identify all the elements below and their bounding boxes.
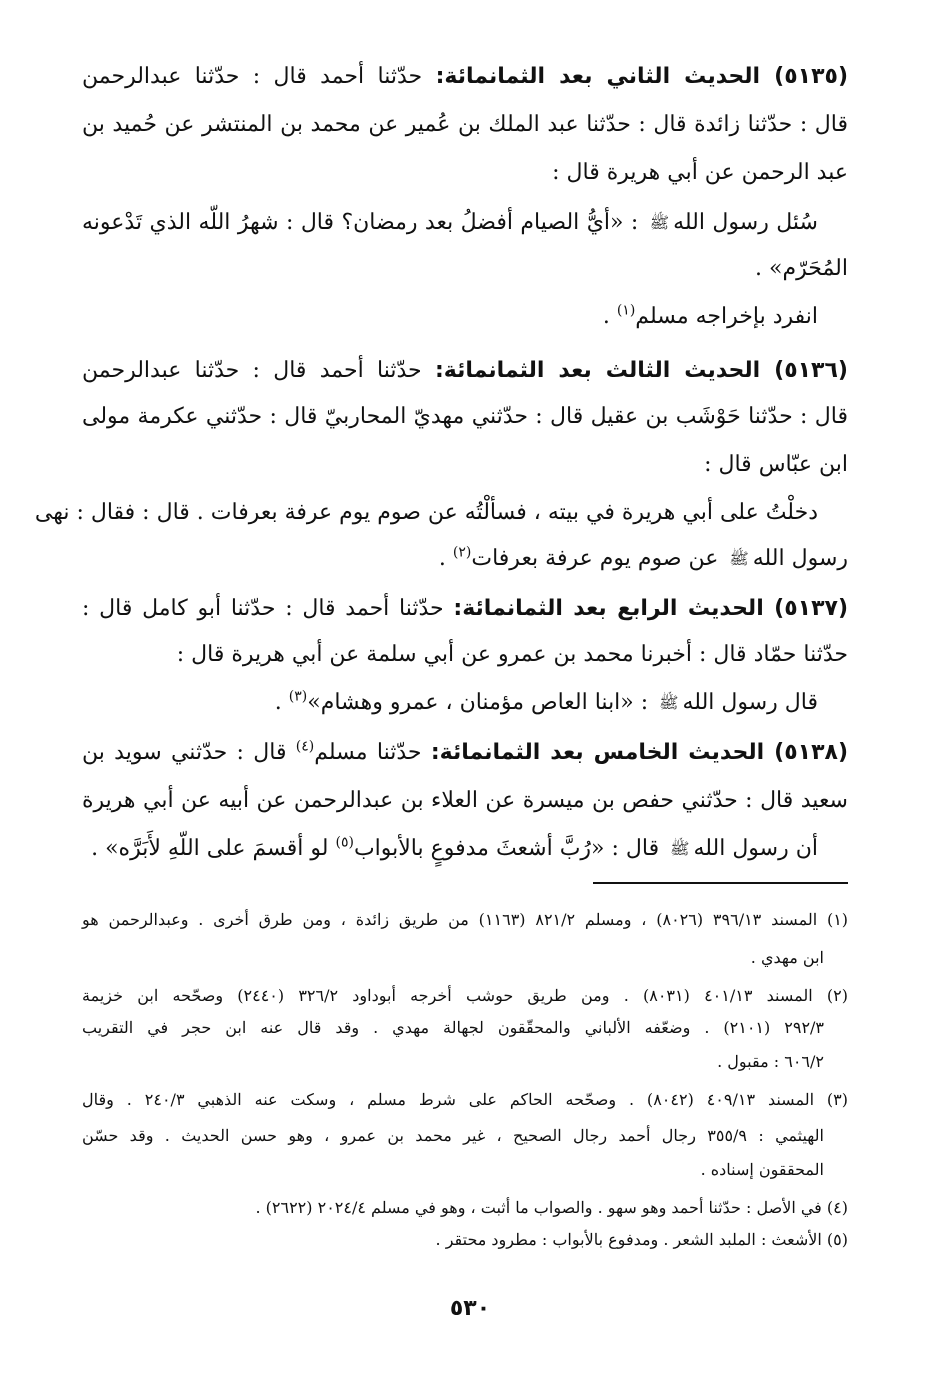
footnote: (٤) في الأصل : حدّثنا أحمد وهو سهو . والصواب ما أثبت ، وهو في مسلم ٢٠٢٤/٤ (٢٦٢٢) . — [255, 1198, 848, 1217]
text-line: (٥١٣٦) الحديث الثالث بعد الثمانمائة: حدّثنا أحمد قال : حدّثنا عبدالرحمن — [82, 358, 848, 383]
text-line: انفرد بإخراجه مسلم$^{(١)}$ . — [602, 302, 818, 329]
hadith-heading: (٥١٣٥) الحديث الثاني بعد الثمانمائة: — [435, 64, 848, 89]
page-number: ٥٣٠ — [449, 1296, 491, 1321]
footnote: (٣) المسند ٤٠٩/١٣ (٨٠٤٢) . وصحّحه الحاكم على شرط مسلم ، وسكت عنه الذهبي ٢٤٠/٣ . وقال — [82, 1090, 849, 1109]
text-line: عبد الرحمن عن أبي هريرة قال : — [552, 160, 848, 185]
text-line: (٥١٣٨) الحديث الخامس بعد الثمانمائة: حدّثنا مسلم$^{(٤)}$ قال : حدّثني سويد بن — [82, 738, 849, 765]
footnote-continuation: المحققون إسناده . — [700, 1160, 824, 1179]
hadith-text-line: أن رسول اللهﷺ قال : «رُبَّ أشعثَ مدفوعٍ بالأبواب$^{(٥)}$ لو أقسمَ على اللّهِ لأَبَرَّه» . — [91, 834, 818, 861]
footnote: (٢) المسند ٤٠١/١٣ (٨٠٣١) . ومن طريق حوشب أخرجه أبوداود ٣٢٦/٢ (٢٤٤٠) وصحّحه ابن خزيمة — [82, 986, 848, 1005]
text-line: ابن عبّاس قال : — [704, 452, 848, 477]
footnote-ref: (٢) — [452, 544, 472, 561]
salla-symbol: ﷺ — [670, 839, 690, 858]
hadith-text-line: قال رسول اللهﷺ : «ابنا العاص مؤمنان ، عمرو وهشام»$^{(٣)}$ . — [274, 688, 818, 715]
footnote-ref: (١) — [616, 302, 636, 319]
text-line: قال : حدّثنا حَوْشَب بن عقيل قال : حدّثني مهديّ المحاربيّ قال : حدّثني عكرمة مولى — [82, 404, 848, 429]
footnote-separator — [593, 882, 848, 884]
footnote: (٥) الأشعث : الملبد الشعر . ومدفوع بالأبواب : مطرود محتقر . — [435, 1230, 848, 1249]
hadith-text-line: رسول اللهﷺ عن صوم يوم عرفة بعرفات$^{(٢)}$ . — [438, 544, 848, 571]
salla-symbol: ﷺ — [729, 549, 749, 568]
footnote-continuation: الهيثمي : ٣٥٥/٩ رجال أحمد رجال الصحيح ، غير محمد بن عمرو ، وهو حسن الحديث . وقد حسّن — [82, 1126, 825, 1145]
text-line: (٥١٣٧) الحديث الرابع بعد الثمانمائة: حدّثنا أحمد قال : حدّثنا أبو كامل قال : — [82, 596, 848, 621]
text-line: قال : حدّثنا زائدة قال : حدّثنا عبد الملك بن عُمير عن محمد بن المنتشر عن حُميد بن — [82, 112, 848, 137]
salla-symbol: ﷺ — [649, 213, 670, 232]
hadith-heading: (٥١٣٦) الحديث الثالث بعد الثمانمائة: — [434, 358, 848, 383]
hadith-heading: (٥١٣٧) الحديث الرابع بعد الثمانمائة: — [453, 596, 848, 621]
footnote-ref: (٥) — [335, 834, 354, 851]
salla-symbol: ﷺ — [659, 693, 679, 712]
footnote-continuation: ابن مهدي . — [750, 948, 824, 967]
footnote-continuation: ٦٠٦/٢ : مقبول . — [717, 1052, 824, 1071]
footnote-ref: (٤) — [295, 738, 315, 755]
hadith-text-line: دخلْتُ على أبي هريرة في بيته ، فسألْتُه عن صوم يوم عرفة بعرفات . قال : فقال : نهى — [34, 500, 818, 525]
text-line: سعيد قال : حدّثني حفص بن ميسرة عن العلاء بن عبدالرحمن عن أبيه عن أبي هريرة — [82, 788, 848, 813]
text-line: (٥١٣٥) الحديث الثاني بعد الثمانمائة: حدّثنا أحمد قال : حدّثنا عبدالرحمن — [82, 64, 848, 89]
hadith-heading: (٥١٣٨) الحديث الخامس بعد الثمانمائة: — [430, 740, 849, 765]
footnote: (١) المسند ٣٩٦/١٣ (٨٠٢٦) ، ومسلم ٨٢١/٢ (١١٦٣) من طريق زائدة ، ومن طرق أخرى . وعبدالرحمن هو — [82, 910, 849, 929]
footnote-ref: (٣) — [288, 688, 308, 705]
hadith-text-line: المُحَرّم» . — [755, 256, 848, 281]
hadith-text-line: سُئل رسول اللهﷺ : «أيُّ الصيام أفضلُ بعد رمضان؟ قال : شهرُ اللّه الذي تَدْعونه — [82, 210, 818, 235]
footnote-continuation: ٢٩٢/٣ (٢١٠١) . وضعّفه الألباني والمحقّقون لجهالة مهدي . وقد قال عنه ابن حجر في التقريب — [82, 1018, 825, 1037]
text-line: حدّثنا حمّاد قال : أخبرنا محمد بن عمرو عن أبي سلمة عن أبي هريرة قال : — [176, 642, 848, 667]
